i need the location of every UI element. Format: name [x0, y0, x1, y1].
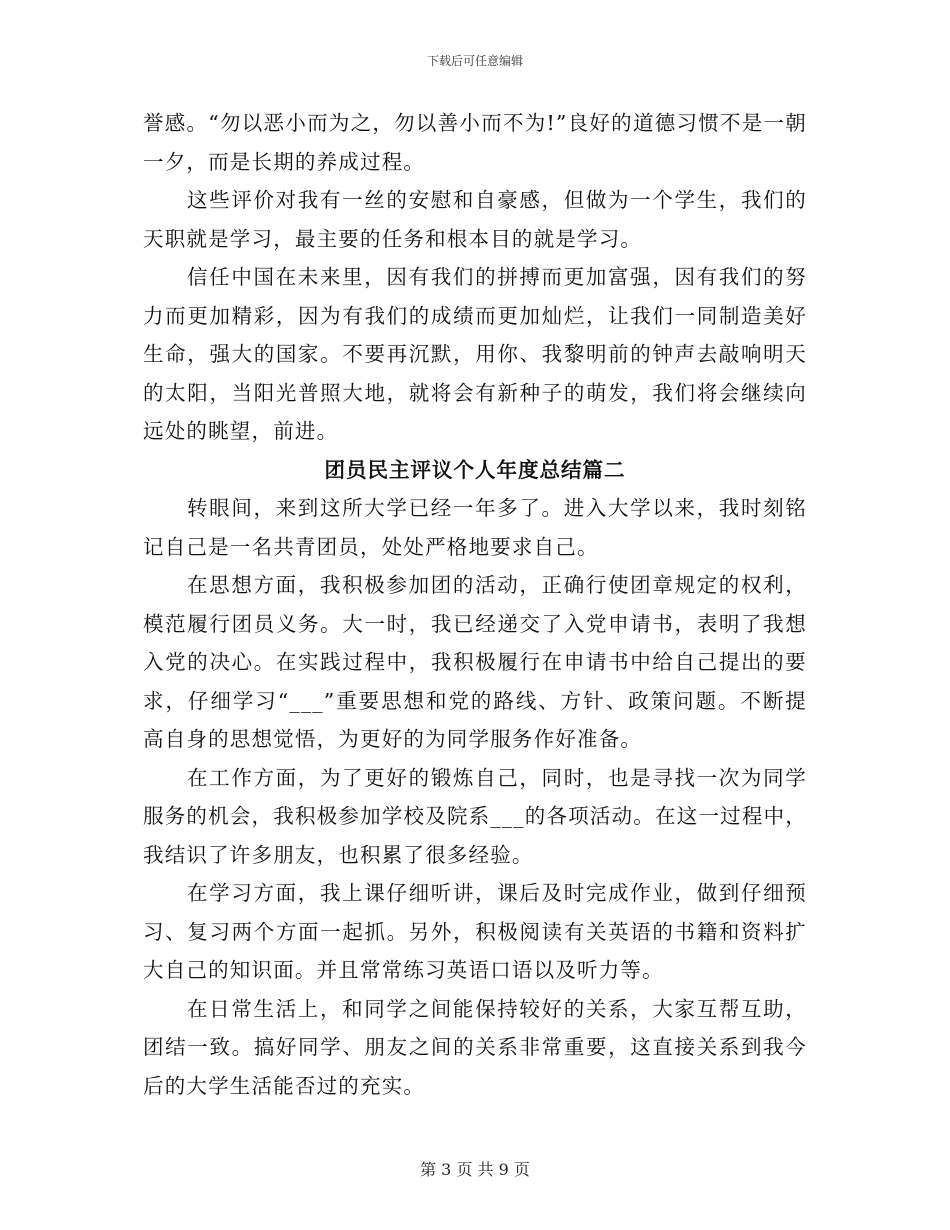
paragraph: 在工作方面，为了更好的锻炼自己，同时，也是寻找一次为同学服务的机会，我积极参加学校及院系___的各项活动。在这一过程中，我结识了许多朋友，也积累了很多经验。: [143, 765, 807, 867]
page-header: 下载后可任意编辑: [426, 54, 523, 68]
paragraph: 在思想方面，我积极参加团的活动，正确行使团章规定的权利，模范履行团员义务。大一时，我已经递交了入党申请书，表明了我想入党的决心。在实践过程中，我积极履行在申请书中给自己提出的要求，仔细学习“___”重要思想和党的路线、方针、政策问题。不断提高自身的思想觉悟，为更好的为同学服务作好准备。: [143, 573, 807, 751]
page-number: 第 3 页 共 9 页: [420, 1160, 530, 1179]
paragraph: 在学习方面，我上课仔细听讲，课后及时完成作业，做到仔细预习、复习两个方面一起抓。另外，积极阅读有关英语的书籍和资料扩大自己的知识面。并且常常练习英语口语以及听力等。: [143, 881, 807, 982]
paragraph: 这些评价对我有一丝的安慰和自豪感，但做为一个学生，我们的天职就是学习，最主要的任务和根本目的就是学习。: [143, 188, 807, 251]
paragraph: 在日常生活上，和同学之间能保持较好的关系，大家互帮互助，团结一致。搞好同学、朋友之间的关系非常重要，这直接关系到我今后的大学生活能否过的充实。: [143, 996, 807, 1098]
document-body: [143, 104, 807, 1105]
section-title: 团员民主评议个人年度总结篇二: [324, 457, 626, 482]
paragraph: 信任中国在未来里，因有我们的拼搏而更加富强，因有我们的努力而更加精彩，因为有我们的成绩而更加灿烂，让我们一同制造美好生命，强大的国家。不要再沉默，用你、我黎明前的钟声去敲响明天的太阳，当阳光普照大地，就将会有新种子的萌发，我们将会继续向远处的眺望，前进。: [143, 265, 807, 443]
paragraph: 转眼间，来到这所大学已经一年多了。进入大学以来，我时刻铭记自己是一名共青团员，处处严格地要求自己。: [143, 496, 807, 559]
paragraph-continuation: 誉感。“勿以恶小而为之，勿以善小而不为!”良好的道德习惯不是一朝一夕，而是长期的养成过程。: [143, 111, 807, 174]
